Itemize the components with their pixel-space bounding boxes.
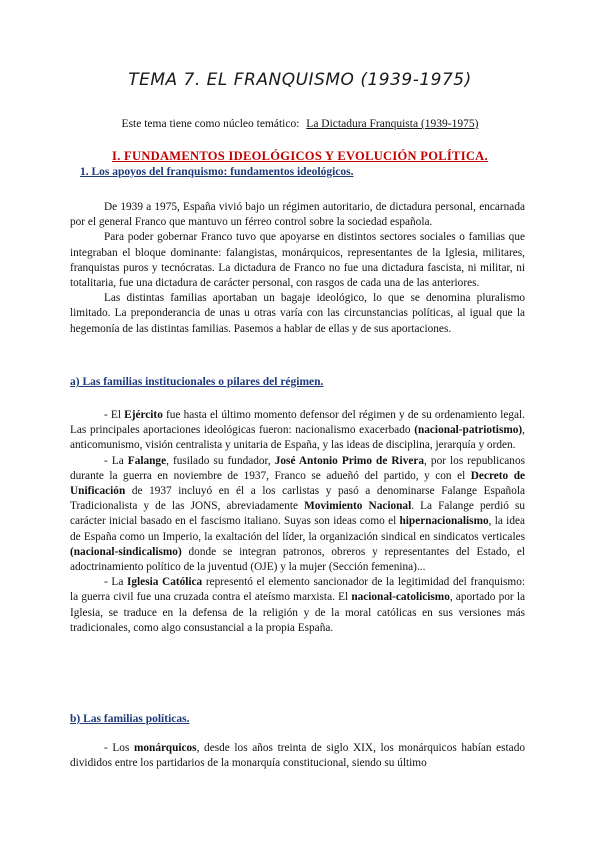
subsection-heading-1: 1. Los apoyos del franquismo: fundamentos ideológicos.: [80, 166, 354, 178]
subsection-heading-a: a) Las familias institucionales o pilares del régimen.: [70, 376, 324, 388]
document-title: TEMA 7. EL FRANQUISMO (1939-1975): [128, 70, 472, 90]
political-families: [70, 741, 525, 771]
subtitle-text: Este tema tiene como núcleo temático:: [121, 118, 300, 130]
subtitle: [0, 118, 600, 130]
paragraph: Las distintas familias aportaban un bagaje ideológico, lo que se denomina pluralismo limitado. La preponderancia de unas u otras varía con las circunstancias políticas, al igual que la hegemonía de las distintas familias. Pasemos a hablar de ellas y de sus aportaciones.: [70, 292, 525, 335]
subsection-heading-b: b) Las familias políticas.: [70, 713, 190, 725]
institutional-families: [70, 408, 525, 636]
paragraph-falange: - La Falange, fusilado su fundador, José Antonio Primo de Rivera, por los republicanos durante la guerra en noviembre de 1937, Franco se adueñó del partido, y con el Decreto de Unificación de 1937 incluyó en él a los carlistas y pasó a denominarse Falange Española Tradicionalista y de las JONS, abreviadamente Movimiento Nacional. La Falange perdió su carácter inicial basado en el fascismo italiano. Suyas son ideas como el hipernacionalismo, la idea de España como un Imperio, la exaltación del líder, la organización sindical en sindicatos verticales (nacional-sindicalismo) donde se integran patronos, obreros y representantes del Estado, el adoctrinamiento político de la juventud (OJE) y la mujer (Sección femenina)...: [70, 454, 525, 574]
section-heading-1: I. FUNDAMENTOS IDEOLÓGICOS Y EVOLUCIÓN POLÍTICA.: [112, 149, 488, 163]
paragraph-ejercito: - El Ejército fue hasta el último momento defensor del régimen y de su ordenamiento legal. Las principales aportaciones ideológicas fueron: nacionalismo exacerbado (nacional-patriotismo), anticomunismo, visión centralista y unitaria de España, y las ideas de disciplina, jerarquía y orden.: [70, 409, 525, 452]
paragraph: De 1939 a 1975, España vivió bajo un régimen autoritario, de dictadura personal, encarnada por el general Franco que mantuvo un férreo control sobre la sociedad española.: [70, 201, 525, 229]
intro-paragraphs: [70, 200, 525, 337]
subtitle-topic: La Dictadura Franquista (1939-1975): [306, 118, 479, 130]
paragraph-monarquicos: - Los monárquicos, desde los años treinta de siglo XIX, los monárquicos habían estado divididos entre los partidarios de la monarquía constitucional, siendo su último: [70, 742, 525, 770]
paragraph: Para poder gobernar Franco tuvo que apoyarse en distintos sectores sociales o familias que integraban el bloque dominante: falangistas, monárquicos, representantes de la Iglesia, militares, franquistas puros y tecnócratas. La dictadura de Franco no fue una dictadura fascista, ni militar, ni totalitaria, fue una dictadura de carácter personal, con rasgos de cada una de las anteriores.: [70, 231, 525, 290]
paragraph-iglesia: - La Iglesia Católica representó el elemento sancionador de la legitimidad del franquismo: la guerra civil fue una cruzada contra el ateísmo marxista. El nacional-catolicismo, aportado por la Iglesia, se traduce en la defensa de la religión y de la moral católicas en sus versiones más tradicionales, como algo consustancial a la propia España.: [70, 576, 525, 634]
